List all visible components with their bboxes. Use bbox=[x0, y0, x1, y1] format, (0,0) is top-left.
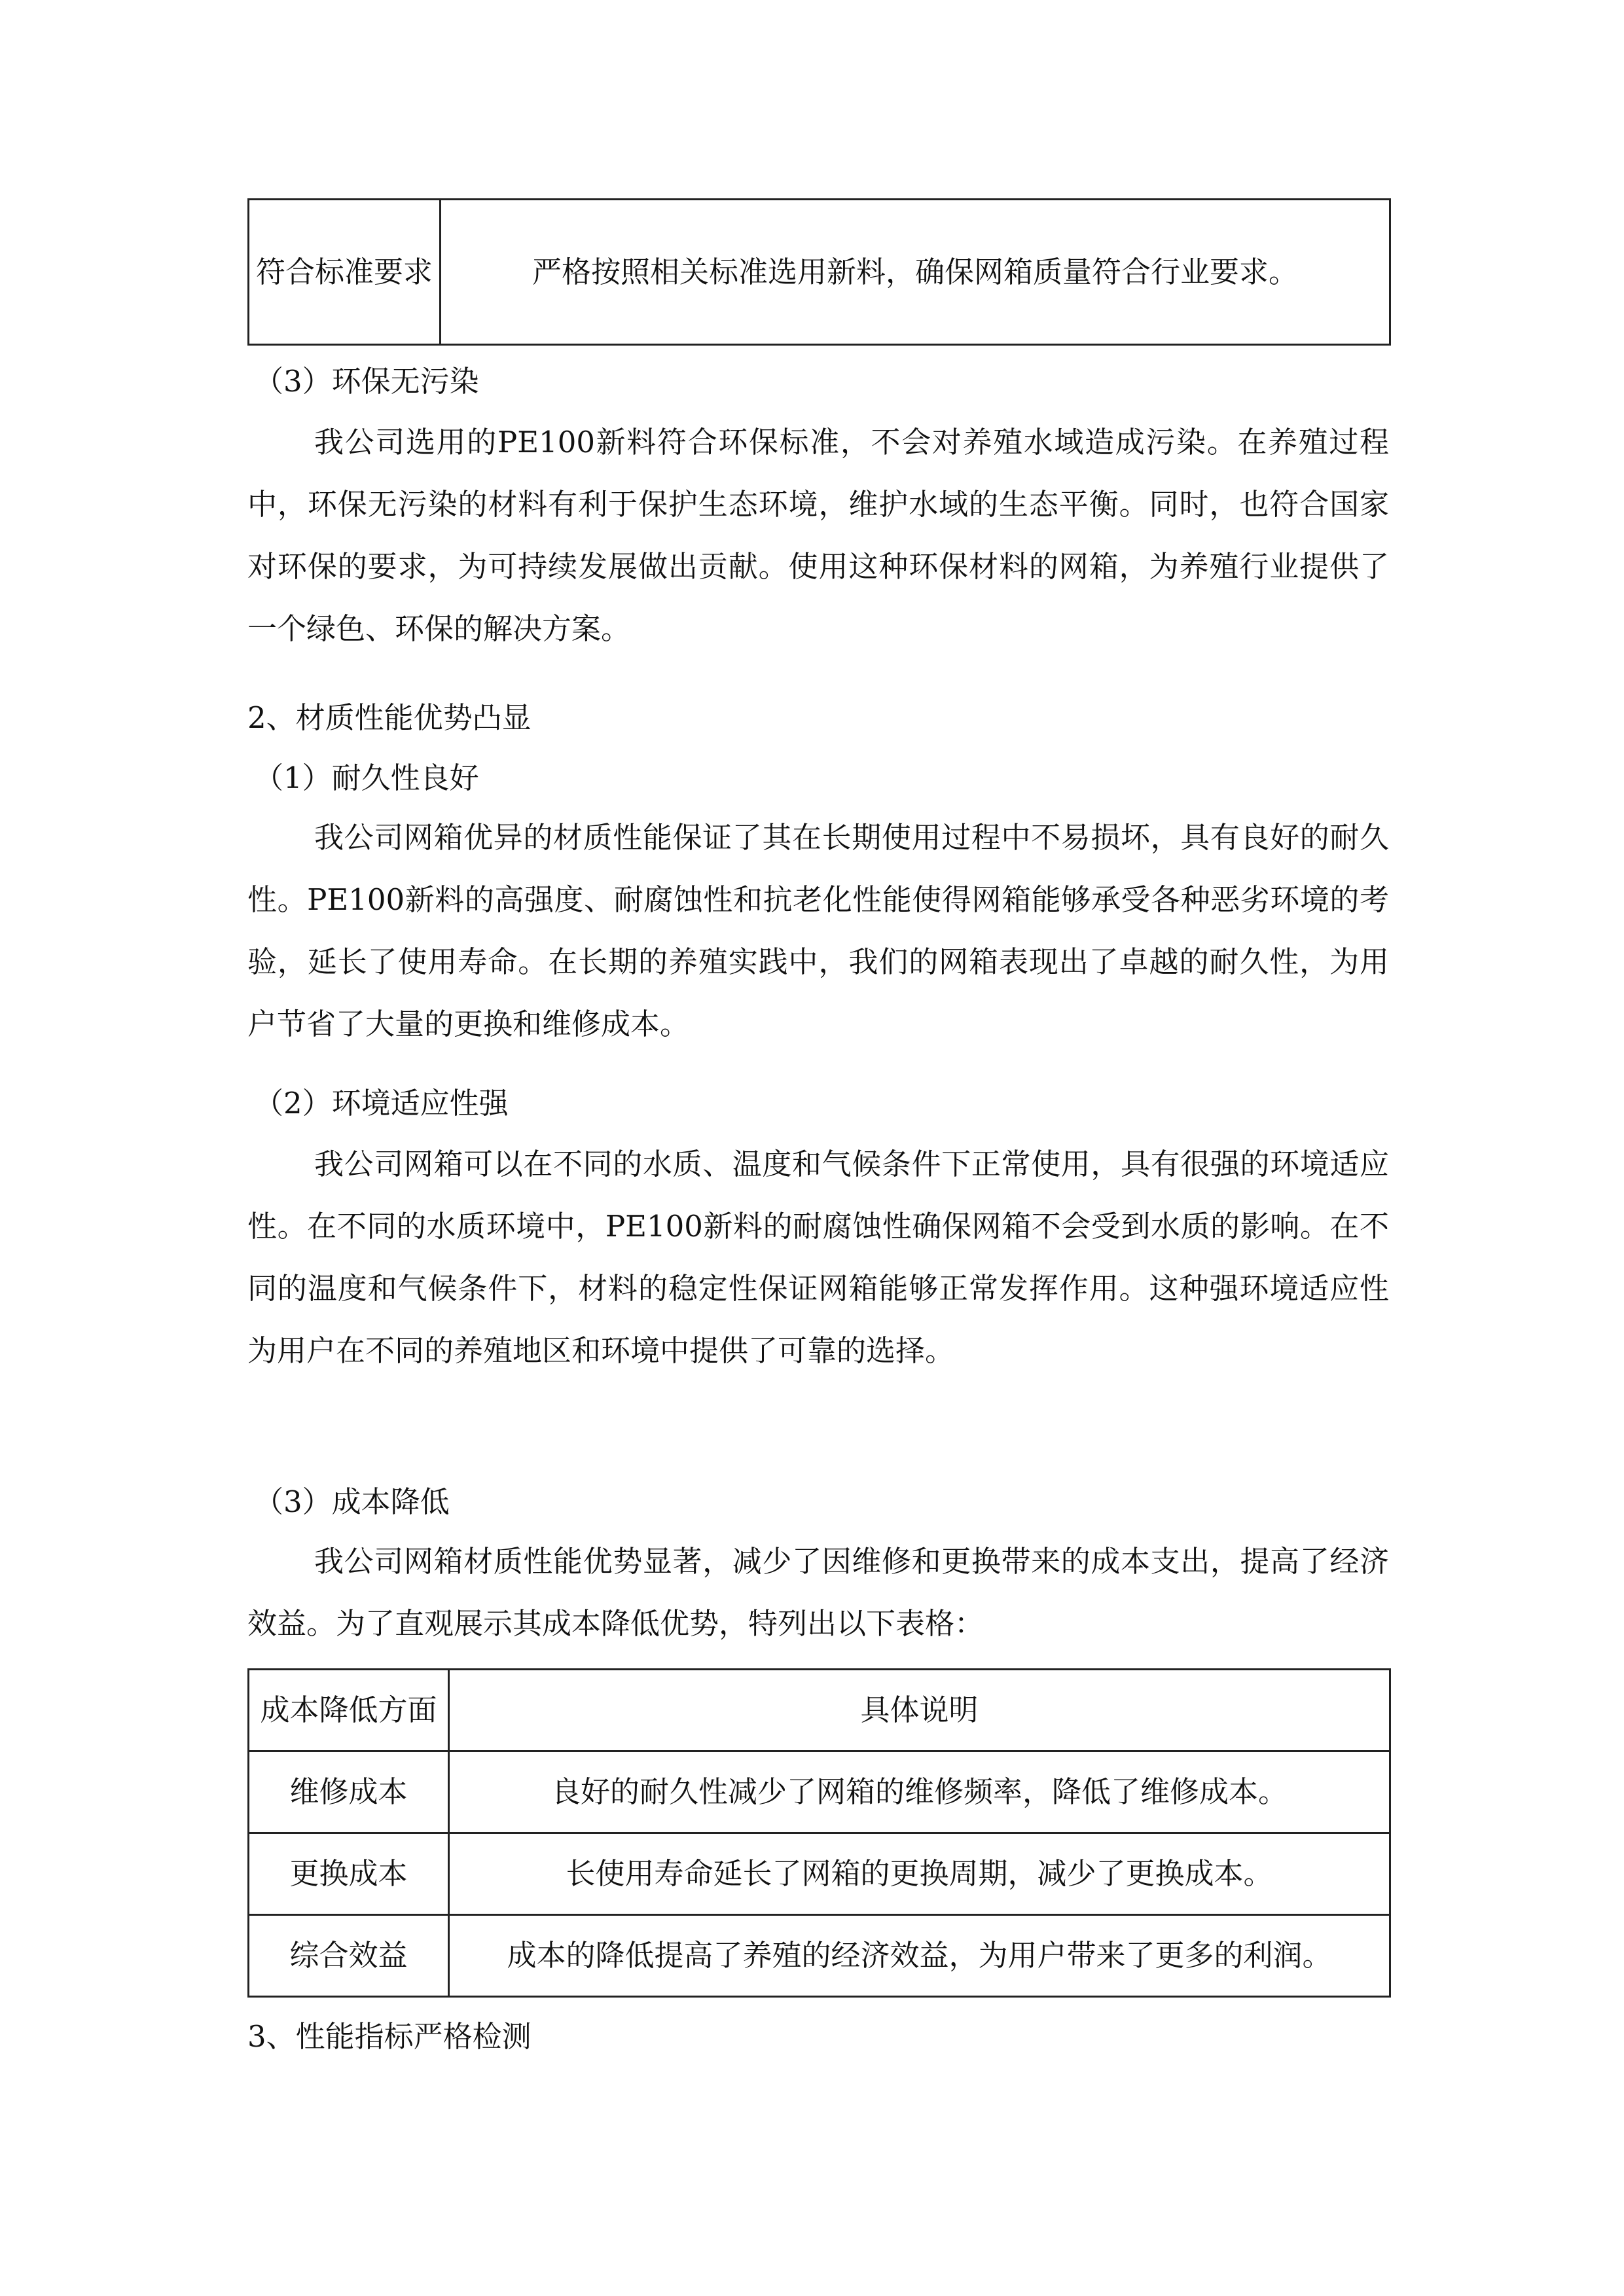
section-heading: （2）环境适应性强 bbox=[254, 1086, 509, 1121]
table-row bbox=[249, 1915, 1390, 1997]
column-header: 成本降低方面 bbox=[249, 1670, 449, 1751]
cost-table bbox=[247, 1668, 1391, 1998]
paragraph: 我公司网箱优异的材质性能保证了其在长期使用过程中不易损坏，具有良好的耐久性。PE100新料的高强度、耐腐蚀性和抗老化性能使得网箱能够承受各种恶劣环境的考验，延长了使用寿命。在长期的养殖实践中，我们的网箱表现出了卓越的耐久性，为用户节省了大量的更换和维修成本。 bbox=[247, 820, 1389, 1041]
standards-table bbox=[247, 198, 1391, 346]
table-cell: 良好的耐久性减少了网箱的维修频率，降低了维修成本。 bbox=[449, 1751, 1390, 1833]
table-cell: 长使用寿命延长了网箱的更换周期，减少了更换成本。 bbox=[449, 1833, 1390, 1915]
table-cell: 成本的降低提高了养殖的经济效益，为用户带来了更多的利润。 bbox=[449, 1915, 1390, 1997]
paragraph: 我公司选用的PE100新料符合环保标准，不会对养殖水域造成污染。在养殖过程中，环保无污染的材料有利于保护生态环境，维护水域的生态平衡。同时，也符合国家对环保的要求，为可持续发展做出贡献。使用这种环保材料的网箱，为养殖行业提供了一个绿色、环保的解决方案。 bbox=[247, 425, 1389, 646]
paragraph: 我公司网箱可以在不同的水质、温度和气候条件下正常使用，具有很强的环境适应性。在不同的水质环境中，PE100新料的耐腐蚀性确保网箱不会受到水质的影响。在不同的温度和气候条件下，材料的稳定性保证网箱能够正常发挥作用。这种强环境适应性为用户在不同的养殖地区和环境中提供了可靠的选择。 bbox=[247, 1147, 1389, 1368]
table-cell: 综合效益 bbox=[249, 1915, 449, 1997]
section-heading: 2、材质性能优势凸显 bbox=[247, 700, 532, 735]
table-row bbox=[249, 1751, 1390, 1833]
table-cell: 维修成本 bbox=[249, 1751, 449, 1833]
table-row bbox=[249, 200, 1390, 345]
column-header: 具体说明 bbox=[449, 1670, 1390, 1751]
section-heading: （1）耐久性良好 bbox=[254, 761, 479, 795]
table-cell: 更换成本 bbox=[249, 1833, 449, 1915]
paragraph: 我公司网箱材质性能优势显著，减少了因维修和更换带来的成本支出，提高了经济效益。为了直观展示其成本降低优势，特列出以下表格： bbox=[247, 1544, 1389, 1641]
section-heading: （3）环保无污染 bbox=[254, 364, 479, 399]
table-cell: 符合标准要求 bbox=[249, 200, 441, 345]
table-cell: 严格按照相关标准选用新料，确保网箱质量符合行业要求。 bbox=[441, 200, 1390, 345]
section-heading: 3、性能指标严格检测 bbox=[247, 2019, 532, 2054]
table-header-row bbox=[249, 1670, 1390, 1751]
section-heading: （3）成本降低 bbox=[254, 1484, 450, 1519]
table-row bbox=[249, 1833, 1390, 1915]
